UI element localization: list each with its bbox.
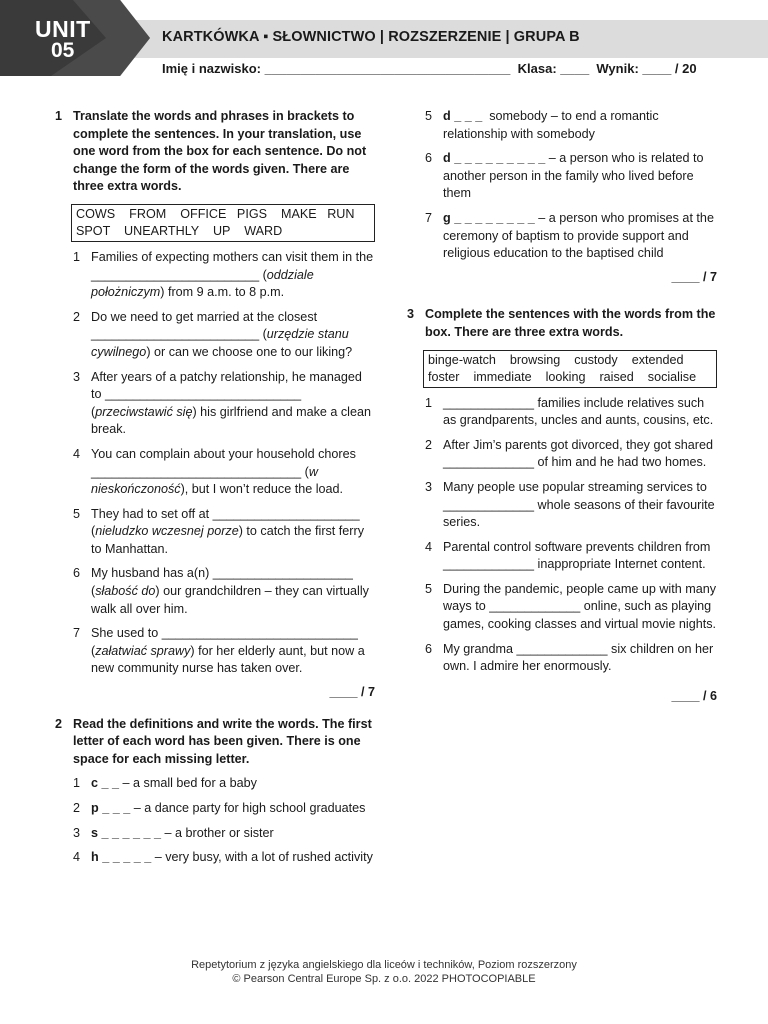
sentence-start: My husband has a(n) ____________________ (	[91, 566, 353, 599]
sentence-end: ) or can we choose one to our liking?	[146, 344, 353, 359]
sentence-end: ) to catch the first ferry to Manhattan.	[91, 524, 364, 556]
task3-word-box	[423, 350, 717, 388]
first-letter: h	[91, 850, 99, 865]
definition: – very busy, with a lot of rushed activity	[154, 850, 373, 865]
item-number: 3	[73, 825, 81, 840]
sentence: _____________ families include relatives such as grandparents, uncles and aunts, cousins, etc.	[443, 395, 714, 428]
sentence: Parental control software prevents children from _____________ inappropriate Internet content.	[443, 539, 711, 572]
item-number: 4	[73, 446, 81, 461]
task2-number: 2	[55, 716, 63, 731]
letter-blanks: _ _ _ _ _ _ _ _	[450, 210, 539, 225]
task2-items-right	[407, 108, 717, 263]
task2-items-left	[55, 775, 375, 866]
page-title: KARTKÓWKA ▪ SŁOWNICTWO | ROZSZERZENIE | GRUPA B	[162, 29, 580, 45]
sentence: During the pandemic, people came up with many ways to _____________ online, such as playing games, cooking classes and virtual movie nights.	[443, 581, 717, 632]
item-number: 6	[425, 151, 433, 166]
task3-number: 3	[407, 307, 415, 322]
task3-instruction-text: Complete the sentences with the words from the box. There are three extra words.	[425, 307, 716, 339]
task2-item	[407, 108, 717, 143]
item-number: 2	[425, 437, 433, 452]
definition: – a brother or sister	[164, 825, 274, 840]
task1-item	[55, 249, 375, 302]
left-column	[55, 108, 375, 867]
task3-box-line1: binge-watch browsing custody extended	[428, 352, 684, 367]
polish-phrase: słabość do	[95, 584, 156, 599]
item-number: 3	[425, 479, 433, 494]
first-letter: d	[443, 151, 451, 166]
polish-phrase: przeciwstawić się	[95, 404, 193, 419]
task1-box-line2: SPOT UNEARTHLY UP WARD	[76, 223, 283, 238]
item-number: 2	[73, 801, 81, 815]
definition: – a person who is related to another person in the family who lived before them	[443, 151, 704, 201]
polish-phrase: urzędzie stanu cywilnego	[91, 327, 349, 359]
task3-item	[407, 395, 717, 430]
sentence-start: She used to ____________________________ (	[91, 626, 358, 658]
sentence-start: Families of expecting mothers can visit them in the ________________________ (	[91, 249, 374, 282]
task3-items	[407, 395, 717, 676]
polish-phrase: oddziale położniczym	[91, 267, 314, 300]
item-number: 4	[73, 850, 81, 865]
unit-label: UNIT	[35, 16, 91, 42]
unit-number: 05	[51, 39, 75, 62]
task1-item	[55, 506, 375, 559]
task1-box-line1: COWS FROM OFFICE PIGS MAKE RUN	[76, 206, 355, 221]
task2-instruction	[55, 716, 375, 769]
task1-item	[55, 565, 375, 618]
sentence-end: ) his girlfriend and make a clean break.	[91, 404, 371, 437]
item-number: 6	[73, 566, 81, 581]
item-number: 5	[425, 109, 433, 123]
first-letter: p	[91, 801, 99, 815]
task3-item	[407, 437, 717, 472]
first-letter: c	[91, 776, 99, 791]
task3-instruction	[407, 306, 717, 341]
task1-items	[55, 249, 375, 678]
footer-line1: Repetytorium z języka angielskiego dla liceów i techników, Poziom rozszerzony	[191, 959, 577, 971]
letter-blanks: _ _ _	[98, 801, 134, 815]
task2-score: ____ / 7	[671, 269, 717, 284]
item-number: 5	[425, 581, 433, 596]
item-number: 1	[73, 249, 81, 264]
item-number: 2	[73, 309, 81, 324]
letter-blanks: _ _ _ _ _	[98, 850, 155, 865]
item-number: 3	[73, 369, 81, 384]
sentence: My grandma _____________ six children on her own. I admire her enormously.	[443, 641, 714, 674]
item-number: 7	[425, 210, 433, 225]
right-column	[407, 108, 717, 705]
task2-item	[55, 775, 375, 793]
sentence: After Jim’s parents got divorced, they got shared _____________ of him and he had two homes.	[443, 437, 713, 470]
task2-item	[55, 825, 375, 843]
letter-blanks: _ _ _	[450, 109, 490, 123]
task3-box-line2: foster immediate looking raised socialise	[428, 369, 697, 384]
definition: – a small bed for a baby	[122, 776, 257, 791]
sentence-end: ), but I won’t reduce the load.	[180, 482, 344, 497]
definition: – a person who promises at the ceremony of baptism to provide support and religious education to the baptised child	[443, 210, 714, 261]
sentence-start: You can complain about your household chores ______________________________ (	[91, 446, 356, 479]
sentence-end: ) from 9 a.m. to 8 p.m.	[160, 285, 285, 300]
item-number: 1	[73, 776, 81, 791]
task1-item	[55, 369, 375, 439]
task3-item	[407, 641, 717, 676]
first-letter: g	[443, 210, 451, 225]
polish-phrase: w nieskończoność	[91, 464, 318, 497]
item-number: 4	[425, 539, 433, 554]
task3-item	[407, 479, 717, 532]
definition: somebody – to end a romantic relationship with somebody	[443, 109, 659, 141]
letter-blanks: _ _ _ _ _ _ _ _ _	[450, 151, 549, 166]
polish-phrase: nieludzko wczesnej porze	[95, 524, 239, 539]
polish-phrase: załatwiać sprawy	[95, 643, 191, 658]
sentence-end: ) our grandchildren – they can virtually walk all over him.	[91, 584, 369, 616]
task1-item	[55, 446, 375, 499]
task2-item	[407, 150, 717, 203]
item-number: 1	[425, 395, 433, 410]
task1-instruction	[55, 108, 375, 196]
sentence: Many people use popular streaming services to _____________ whole seasons of their favourite series.	[443, 479, 715, 530]
item-number: 5	[73, 506, 81, 521]
task3-score: ____ / 6	[671, 688, 717, 703]
task1-number: 1	[55, 109, 63, 123]
footer-line2: © Pearson Central Europe Sp. z o.o. 2022 PHOTOCOPIABLE	[232, 973, 536, 985]
task1-score: ____ / 7	[329, 685, 375, 700]
sentence-start: They had to set off at _____________________ (	[91, 506, 360, 539]
sentence-end: ) for her elderly aunt, but now a new community nurse has taken over.	[91, 643, 365, 676]
item-number: 6	[425, 641, 433, 656]
first-letter: d	[443, 109, 451, 123]
task2-item	[55, 849, 375, 867]
sentence-start: After years of a patchy relationship, he managed to ____________________________ (	[91, 369, 362, 419]
letter-blanks: _ _ _ _ _ _	[98, 825, 165, 840]
task1-item	[55, 625, 375, 678]
task3-item	[407, 539, 717, 574]
task2-item	[407, 210, 717, 263]
task1-instruction-text: Translate the words and phrases in brackets to complete the sentences. In your translation, use one word from the box for each sentence. Do not change the form of the words given. There are three extra words.	[73, 109, 367, 194]
task1-item	[55, 309, 375, 362]
task2-instruction-text: Read the definitions and write the words. The first letter of each word has been given. There is one space for each missing letter.	[73, 716, 372, 766]
task3-item	[407, 581, 717, 634]
task2-item	[55, 800, 375, 818]
definition: – a dance party for high school graduates	[133, 801, 366, 815]
item-number: 7	[73, 626, 81, 641]
task1-word-box	[71, 204, 375, 242]
student-info-line: Imię i nazwisko: __________________________________ Klasa: ____ Wynik: ____ / 20	[162, 61, 697, 76]
sentence-start: Do we need to get married at the closest ________________________ (	[91, 309, 318, 342]
first-letter: s	[91, 825, 99, 840]
letter-blanks: _ _	[98, 776, 123, 791]
